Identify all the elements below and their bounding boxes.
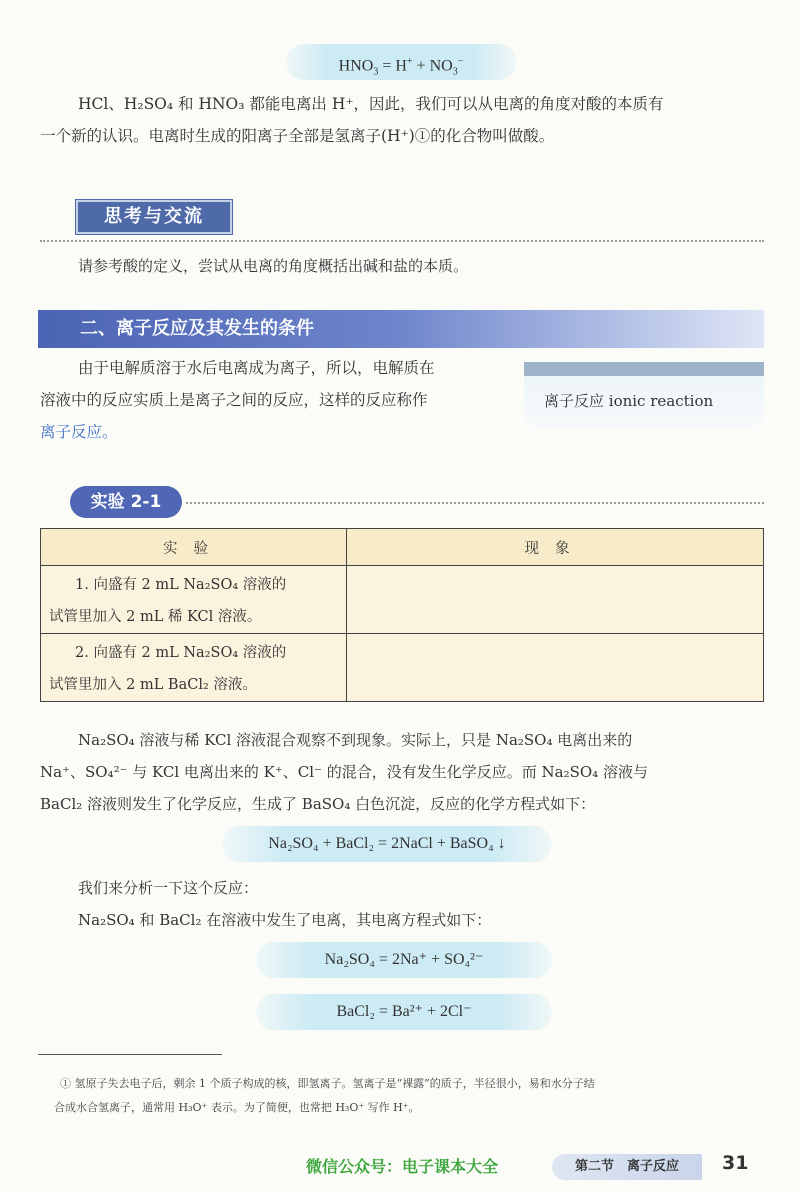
think-discuss-tag: 思考与交流 [76, 200, 232, 234]
table-row [41, 566, 764, 634]
eq-sub: 3 [452, 66, 458, 78]
header-experiment: 实验 [41, 529, 347, 566]
think-discuss-text: 请参考酸的定义，尝试从电离的角度概括出碱和盐的本质。 [78, 257, 469, 275]
footnote [54, 1072, 766, 1120]
paragraph-ionic-reaction-line1: 由于电解质溶于水后电离成为离子，所以，电解质在 [78, 359, 435, 377]
experiment-tag: 实验 2-1 [70, 486, 182, 518]
section-label: 第二节 离子反应 [552, 1154, 702, 1180]
step-line: 试管里加入 2 mL 稀 KCl 溶液。 [49, 608, 262, 625]
paragraph-ionic-reaction-line2: 溶液中的反应实质上是离子之间的反应，这样的反应称作 [40, 391, 428, 409]
dotted-divider [186, 502, 764, 504]
table-row [41, 634, 764, 702]
glossary-text: 离子反应 ionic reaction [544, 392, 714, 410]
paragraph-analysis-line2: Na⁺、SO₄²⁻ 与 KCl 电离出来的 K⁺、Cl⁻ 的混合，没有发生化学反应。而 Na₂SO₄ 溶液与 [40, 763, 648, 781]
phenomenon-cell-2 [347, 634, 764, 702]
equation-reaction: Na₂SO₄ + BaCl₂ = 2NaCl + BaSO₄ ↓ [222, 826, 552, 862]
glossary-box [524, 362, 764, 428]
paragraph-acid-definition [78, 88, 768, 120]
paragraph-analysis-line1: Na₂SO₄ 溶液与稀 KCl 溶液混合观察不到现象。实际上，只是 Na₂SO₄ 电离出来的 [78, 731, 633, 749]
step-line: 2. 向盛有 2 mL Na₂SO₄ 溶液的 [75, 644, 287, 661]
equation-hno3 [286, 44, 516, 80]
experiment-step-2 [41, 634, 347, 702]
page-number: 31 [722, 1152, 749, 1174]
paragraph-analyze-intro: 我们来分析一下这个反应： [78, 879, 259, 897]
eq-sub: 3 [373, 66, 379, 78]
paragraph-acid-definition-cont [40, 120, 760, 152]
eq-part: + NO [412, 57, 453, 75]
paragraph-ionization: Na₂SO₄ 和 BaCl₂ 在溶液中发生了电离，其电离方程式如下： [78, 911, 492, 929]
wechat-watermark: 微信公众号：电子课本大全 [306, 1157, 499, 1176]
step-line: 试管里加入 2 mL BaCl₂ 溶液。 [49, 676, 257, 693]
phenomenon-cell-1 [347, 566, 764, 634]
equation-bacl2-ionization: BaCl₂ = Ba²⁺ + 2Cl⁻ [256, 994, 552, 1030]
experiment-table [40, 528, 764, 702]
eq-sup: − [457, 56, 464, 67]
paragraph-line: 一个新的认识。电离时生成的阳离子全部是氢离子(H⁺)①的化合物叫做酸。 [40, 127, 555, 145]
footnote-line: 合成水合氢离子，通常用 H₃O⁺ 表示。为了简便，也常把 H₃O⁺ 写作 H⁺。 [54, 1101, 420, 1114]
paragraph-analysis-line3: BaCl₂ 溶液则发生了化学反应，生成了 BaSO₄ 白色沉淀，反应的化学方程式如下： [40, 795, 596, 813]
paragraph-line: HCl、H₂SO₄ 和 HNO₃ 都能电离出 H⁺，因此，我们可以从电离的角度对酸的本质有 [78, 95, 664, 113]
experiment-step-1 [41, 566, 347, 634]
eq-part: = H [378, 57, 407, 75]
ionic-reaction-term: 离子反应。 [40, 423, 118, 441]
eq-part: HNO [338, 57, 374, 75]
eq-sup: + [406, 56, 413, 67]
footnote-line: ① 氢原子失去电子后，剩余 1 个质子构成的核，即氢离子。氢离子是“裸露”的质子，半径很小，易和水分子结 [60, 1077, 595, 1090]
table-header-row [41, 529, 764, 566]
dotted-divider [40, 240, 764, 242]
footnote-rule [38, 1054, 222, 1055]
section-heading: 二、离子反应及其发生的条件 [38, 310, 764, 348]
step-line: 1. 向盛有 2 mL Na₂SO₄ 溶液的 [75, 576, 287, 593]
equation-na2so4-ionization: Na₂SO₄ = 2Na⁺ + SO₄²⁻ [256, 942, 552, 978]
header-phenomenon: 现象 [347, 529, 764, 566]
